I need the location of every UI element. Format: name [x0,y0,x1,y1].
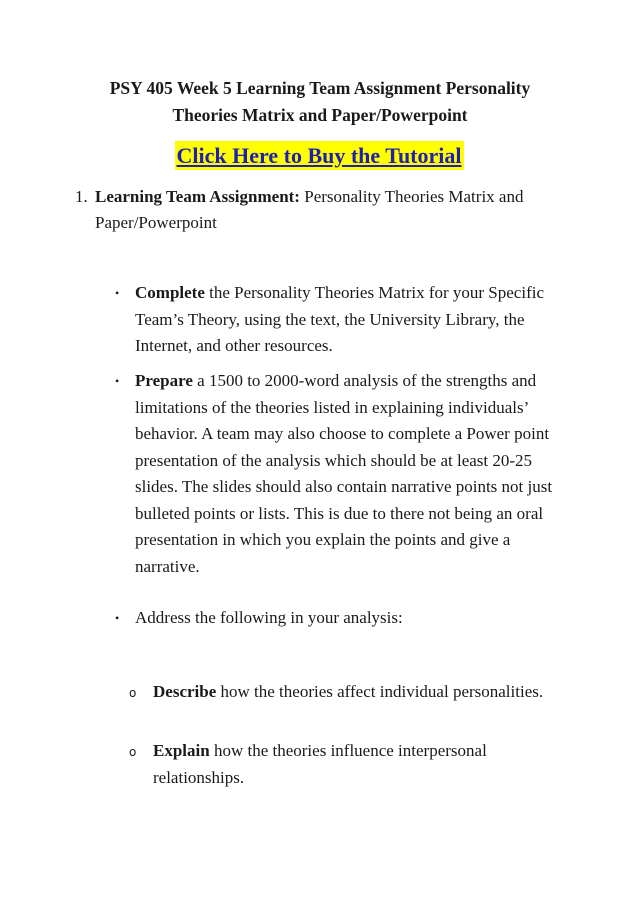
sub-bullet-keyword: Describe [153,682,217,701]
circle-bullet-icon: o [129,745,137,759]
bullet-text: Address the following in your analysis: [135,608,403,627]
bullet-icon: • [115,611,120,625]
bullet-keyword: Prepare [135,371,193,390]
list-number: 1. [75,187,88,206]
cta-container [0,141,638,170]
bullet-text: a 1500 to 2000-word analysis of the strengths and limitations of the theories listed in explaining individuals’ behavior. A team may also choose to complete a Power point presentation of the analysis which should be at least 20-25 slides. The slides should also contain narrative points not just bulleted points or lists. This is due to there not being an oral presentation in which you explain the points and give a narrative. [135,371,553,576]
title-line-1: PSY 405 Week 5 Learning Team Assignment Personality [109,78,531,98]
bullet-keyword: Complete [135,283,205,302]
assignment-item [75,184,535,236]
bullet-icon: • [115,374,120,388]
sub-bullet-explain [129,738,553,791]
bullet-address [115,605,565,632]
bullet-prepare [115,368,565,580]
title-line-2: Theories Matrix and Paper/Powerpoint [172,105,468,125]
assignment-text: Personality Theories Matrix and Paper/Powerpoint [95,187,524,232]
bullet-icon: • [115,286,120,300]
assignment-heading: Learning Team Assignment: [95,187,300,206]
bullet-complete [115,280,565,360]
document-title [60,75,580,129]
buy-tutorial-link[interactable]: Click Here to Buy the Tutorial [176,143,462,168]
sub-bullet-describe [129,679,553,706]
sub-bullet-text: how the theories influence interpersonal relationships. [153,741,487,787]
bullet-text: the Personality Theories Matrix for your Specific Team’s Theory, using the text, the University Library, the Internet, and other resources. [135,283,545,355]
sub-bullet-text: how the theories affect individual personalities. [216,682,544,701]
sub-bullet-keyword: Explain [153,741,210,760]
circle-bullet-icon: o [129,686,137,700]
